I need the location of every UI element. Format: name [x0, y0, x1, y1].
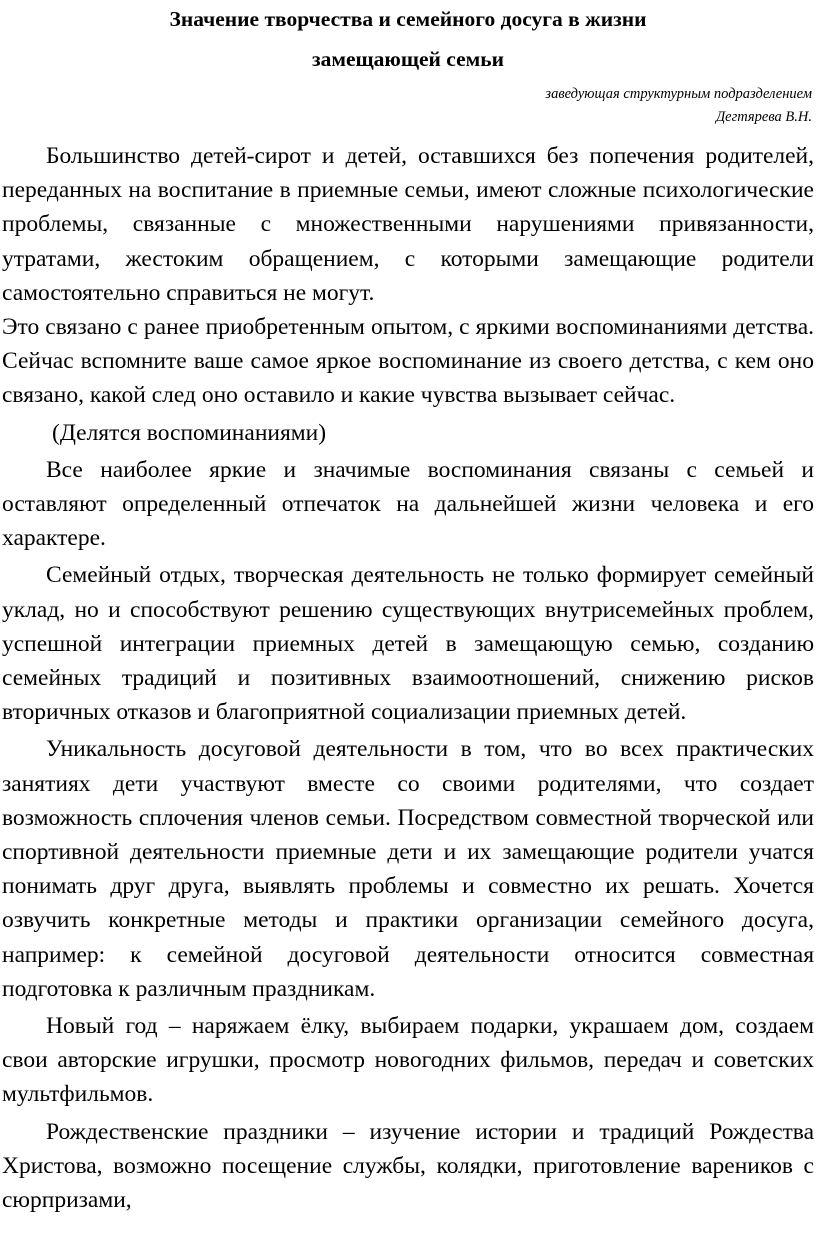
paragraph-1: Большинство детей-сирот и детей, оставшихся без попечения родителей, переданных на воспитание в приемные семьи, имеют сложные психологические проблемы, связанные с множественными нарушениями привязанности, утратами, жестоким обращением, с которыми замещающие родители самостоятельно справиться не могут. [2, 143, 814, 306]
paragraph-7: Новый год – наряжаем ёлку, выбираем подарки, украшаем дом, создаем свои авторские игрушки, просмотр новогодних фильмов, передач и советских мультфильмов. [2, 1013, 814, 1108]
paragraph-8: Рождественские праздники – изучение истории и традиций Рождества Христова, возможно посещение службы, колядки, приготовление вареников с сюрпризами, [2, 1118, 814, 1214]
author-name: Дегтярева В.Н. [715, 109, 812, 125]
author-position: заведующая структурным подразделением [545, 86, 812, 102]
title-line-1: Значение творчества и семейного досуга в жизни [169, 7, 647, 31]
paragraph-6: Уникальность досуговой деятельности в том, что во всех практических занятиях дети участвуют вместе со своими родителями, что создает возможность сплочения членов семьи. Посредством совместной творческой или спортивной деятельности приемные дети и их замещающие родители учатся понимать друг друга, выявлять проблемы и совместно их решать. Хочется озвучить конкретные методы и практики организации семейного досуга, например: к семейной досуговой деятельности относится совместная подготовка к различным праздникам. [2, 736, 814, 1002]
paragraph-4: Все наиболее яркие и значимые воспоминания связаны с семьей и оставляют определенный отпечаток на дальнейшей жизни человека и его характере. [2, 456, 814, 552]
title-line-2: замещающей семьи [311, 47, 505, 71]
author-block [2, 83, 812, 129]
paragraph-5: Семейный отдых, творческая деятельность не только формирует семейный уклад, но и способствуют решению существующих внутрисемейных проблем, успешной интеграции приемных детей в замещающую семью, созданию семейных традиций и позитивных взаимоотношений, снижению рисков вторичных отказов и благоприятной социализации приемных детей. [2, 562, 814, 726]
paragraph-2: Это связано с ранее приобретенным опытом, с яркими воспоминаниями детства. Сейчас вспомните ваше самое яркое воспоминание из своего детства, с кем оно связано, какой след оно оставило и какие чувства вызывает сейчас. [2, 314, 814, 409]
paragraph-3: (Делятся воспоминаниями) [52, 419, 327, 446]
document-body [2, 139, 814, 1217]
document-title [2, 0, 814, 76]
